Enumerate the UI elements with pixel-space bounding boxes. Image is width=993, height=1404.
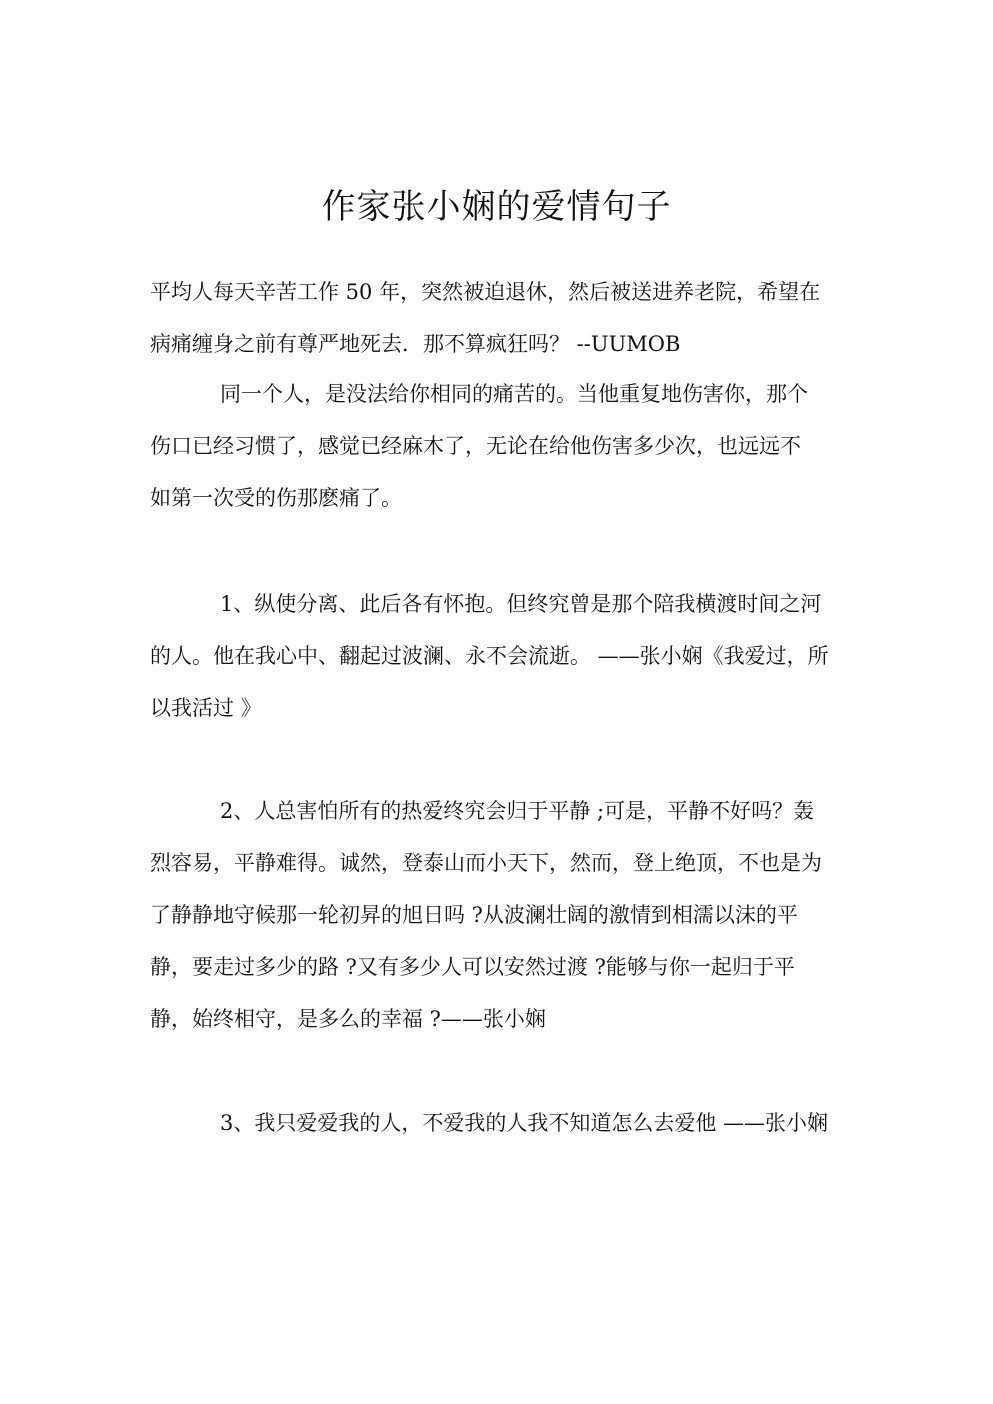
quote-1: 1、纵使分离、此后各有怀抱。但终究曾是那个陪我横渡时间之河的人。他在我心中、翻起过波澜、永不会流逝。 ——张小娴《我爱过，所以我活过 》 xyxy=(150,592,829,720)
quote-3: 3、我只爱爱我的人，不爱我的人我不知道怎么去爱他 ——张小娴 xyxy=(220,1111,829,1135)
paragraph-intro: 平均人每天辛苦工作 50 年，突然被迫退休，然后被送进养老院，希望在病痛缠身之前有尊严地死去．那不算疯狂吗？ --UUMOB xyxy=(150,280,821,356)
paragraph-pain: 同一个人，是没法给你相同的痛苦的。当他重复地伤害你，那个伤口已经习惯了，感觉已经麻木了，无论在给他伤害多少次，也远远不如第一次受的伤那麽痛了。 xyxy=(150,382,808,510)
quote-2: 2、人总害怕所有的热爱终究会归于平静 ;可是，平静不好吗？轰烈容易，平静难得。诚然，登泰山而小天下，然而，登上绝顶，不也是为了静静地守候那一轮初昇的旭日吗 ?从波澜壮阔的激情到相濡以沫的平静，要走过多少的路 ?又有多少人可以安然过渡 ?能够与你一起归于平静，始终相守，是多么的幸福 ?——张小娴 xyxy=(150,799,822,1031)
document-title: 作家张小娴的爱情句子 xyxy=(321,187,672,227)
